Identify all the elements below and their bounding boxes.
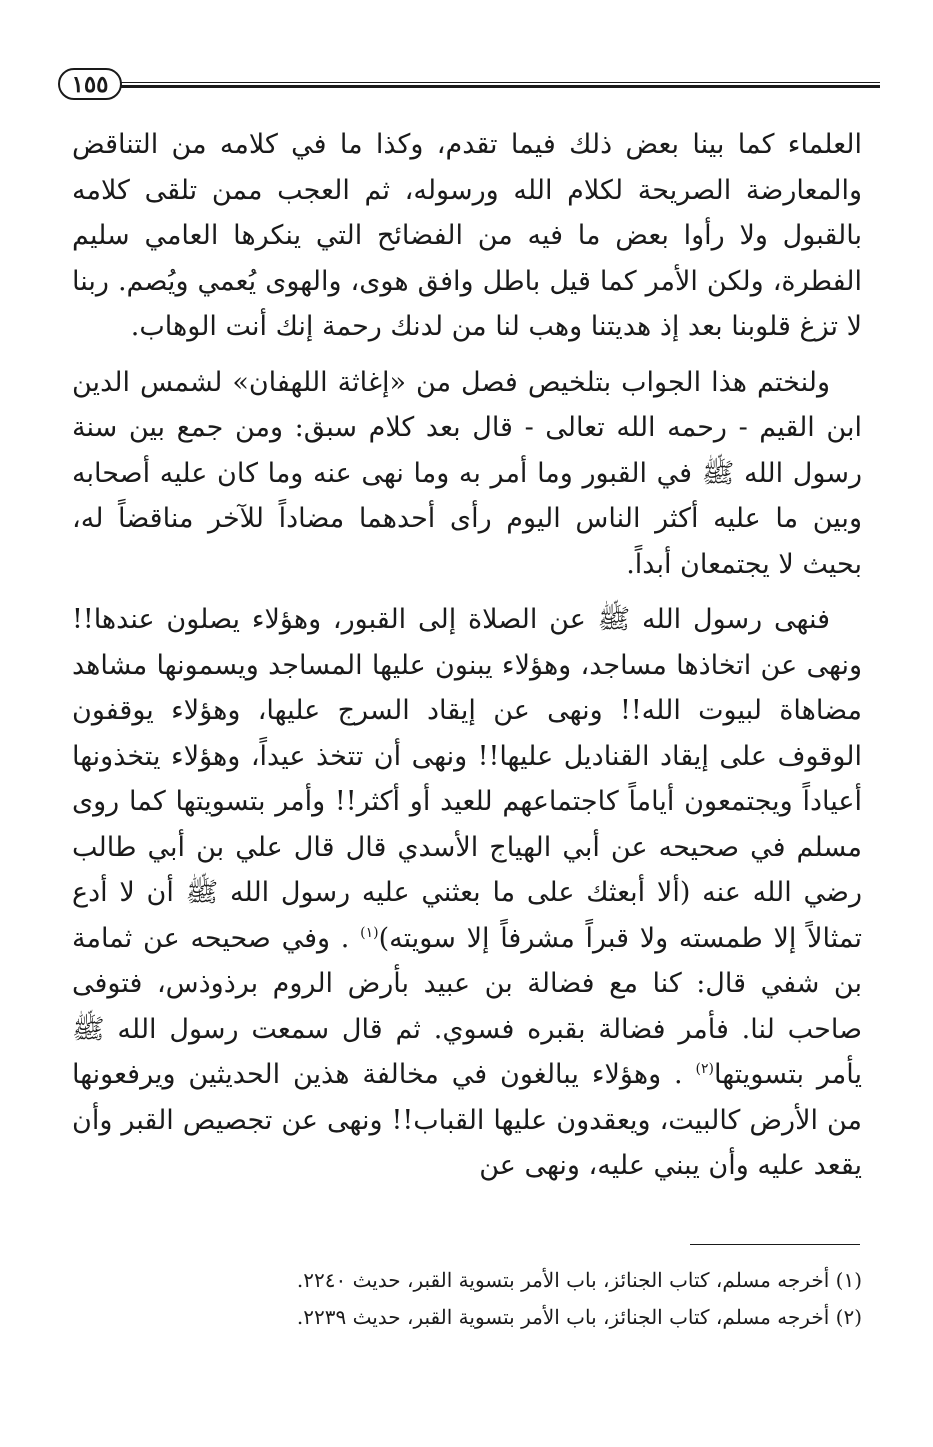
footnote-ref-2: (٢) [695, 1061, 714, 1077]
page-header [58, 64, 880, 104]
footnote-separator [690, 1244, 860, 1245]
page-number-badge [58, 68, 122, 100]
page-number: ١٥٥ [71, 70, 109, 98]
paragraph-2: ولنختم هذا الجواب بتلخيص فصل من «إغاثة اللهفان» لشمس الدين ابن القيم - رحمه الله تعالى - قال بعد كلام سبق: ومن جمع بين سنة رسول الله ﷺ في القبور وما أمر به وما نهى عنه وما كان عليه أصحابه وبين ما عليه أكثر الناس اليوم رأى أحدهما مضاداً للآخر مناقضاً له، بحيث لا يجتمعان أبداً. [72, 366, 862, 580]
footnotes [72, 1262, 862, 1336]
paragraph-3-part-3: . وهؤلاء يبالغون في مخالفة هذين الحديثين ويرفعونها من الأرض كالبيت، ويعقدون عليها القباب!! ونهى عن تجصيص القبر وأن يقعد عليه وأن يبني عليه، ونهى عن [72, 1059, 862, 1181]
footnote-ref-1: (١) [360, 924, 379, 941]
footnote-2: (٢) أخرجه مسلم، كتاب الجنائز، باب الأمر بتسوية القبر، حديث ٢٢٣٩. [296, 1305, 862, 1329]
paragraph-3-part-1: فنهى رسول الله ﷺ عن الصلاة إلى القبور، وهؤلاء يصلون عندها!! ونهى عن اتخاذها مساجد، وهؤلاء يبنون عليها المساجد ويسمونها مشاهد مضاهاة لبيوت الله!! ونهى عن إيقاد السرج عليها، وهؤلاء يوقفون الوقوف على إيقاد القناديل عليها!! ونهى أن تتخذ عيداً، وهؤلاء يتخذونها أعياداً ويجتمعون أياماً كاجتماعهم للعيد أو أكثر!! وأمر بتسويتها كما روى مسلم في صحيحه عن أبي الهياج الأسدي قال قال علي بن أبي طالب رضي الله عنه (ألا أبعثك على ما بعثني عليه رسول الله ﷺ أن لا أدع تمثالاً إلا طمسته ولا قبراً مشرفاً إلا سويته) [72, 604, 862, 954]
paragraph-3-part-2: . وفي صحيحه عن ثمامة بن شفي قال: كنا مع فضالة بن عبيد بأرض الروم برذوذس، فتوفى صاحب لنا. فأمر فضالة بقبره فسوي. ثم قال سمعت رسول الله ﷺ يأمر بتسويتها [72, 922, 863, 1090]
footnote-1: (١) أخرجه مسلم، كتاب الجنائز، باب الأمر بتسوية القبر، حديث ٢٢٤٠. [296, 1268, 862, 1292]
header-rule [118, 82, 880, 88]
paragraph-1: العلماء كما بينا بعض ذلك فيما تقدم، وكذا ما في كلامه من التناقض والمعارضة الصريحة لكلام الله ورسوله، ثم العجب ممن تلقى كلامه بالقبول ولا رأوا بعض ما فيه من الفضائح التي ينكرها العامي سليم الفطرة، ولكن الأمر كما قيل باطل وافق هوى، والهوى يُعمي ويُصم. ربنا لا تزغ قلوبنا بعد إذ هديتنا وهب لنا من لدنك رحمة إنك أنت الوهاب. [72, 129, 862, 342]
paragraph-3 [72, 597, 862, 1189]
main-text [72, 122, 862, 1189]
